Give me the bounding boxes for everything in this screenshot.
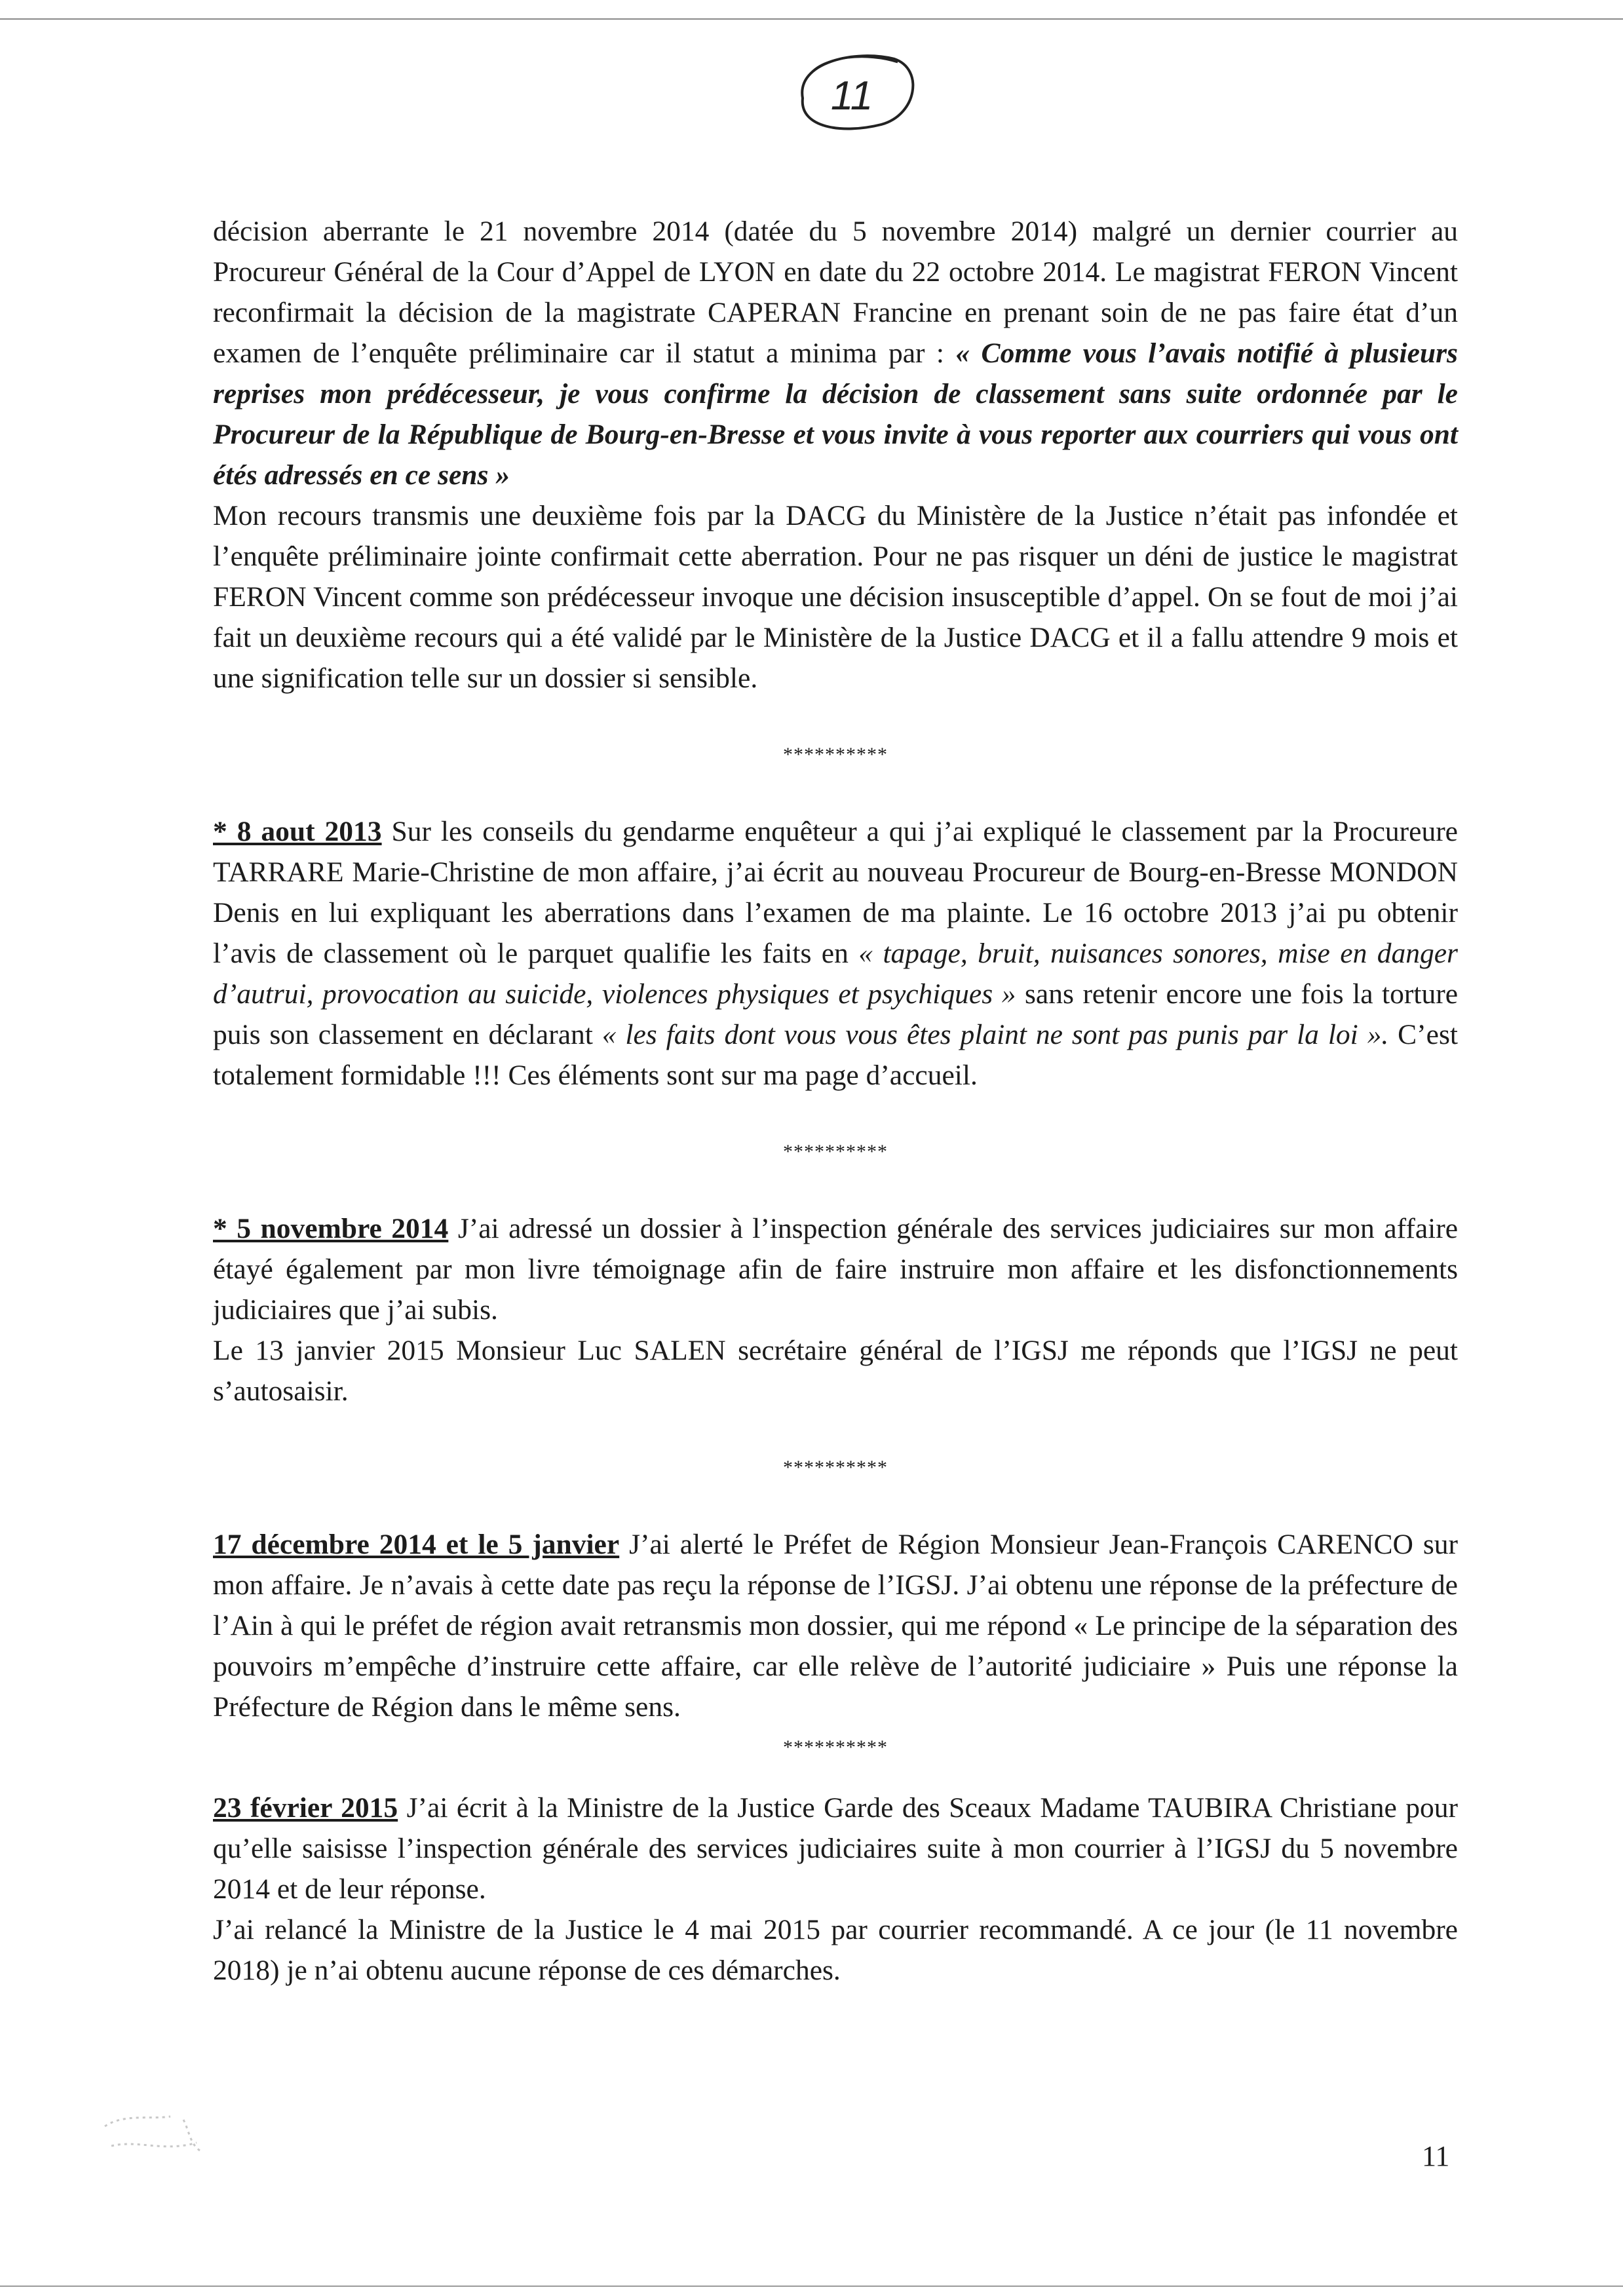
section-date: * 5 novembre 2014 xyxy=(213,1213,449,1244)
quote-classement: « les faits dont vous vous êtes plaint ne sont pas punis par la loi ». xyxy=(601,1019,1389,1050)
page-number-stamp xyxy=(783,36,921,144)
paragraph-decision: décision aberrante le 21 novembre 2014 (datée du 5 novembre 2014) malgré un dernier courrier au Procureur Général de la Cour d’Appel de LYON en date du 22 octobre 2014. Le magistrat FERON Vincent reconfirmait la décision de la magistrate CAPERAN Francine en prenant soin de ne pas faire état d’un examen de l’enquête préliminaire car il statut a minima par : « Comme vous l’avais notifié à plusieurs reprises mon prédécesseur, je vous confirme la décision de classement sans suite ordonnée par le Procureur de la République de Bourg-en-Bresse et vous invite à vous reporter aux courriers qui vous ont étés adressés en ce sens » xyxy=(213,216,1458,491)
paragraph-recours: Mon recours transmis une deuxième fois par la DACG du Ministère de la Justice n’était pas infondée et l’enquête préliminaire jointe confirmait cette aberration. Pour ne pas risquer un déni de justice le magistrat FERON Vincent comme son prédécesseur invoque une décision insusceptible d’appel. On se fout de moi j’ai fait un deuxième recours qui a été validé par le Ministère de la Justice DACG et il a fallu attendre 9 mois et une signification telle sur un dossier si sensible. xyxy=(213,500,1458,694)
section-aout-2013: * 8 aout 2013 Sur les conseils du gendarme enquêteur a qui j’ai expliqué le classement par la Procureure TARRARE Marie-Christine de mon affaire, j’ai écrit au nouveau Procureur de Bourg-en-Bresse MONDON Denis en lui expliquant les aberrations dans l’examen de ma plainte. Le 16 octobre 2013 j’ai pu obtenir l’avis de classement où le parquet qualifie les faits en « tapage, bruit, nuisances sonores, mise en danger d’autrui, provocation au suicide, violences physiques et psychiques » sans retenir encore une fois la torture puis son classement en déclarant « les faits dont vous vous êtes plaint ne sont pas punis par la loi ». C’est totalement formidable !!! Ces éléments sont sur ma page d’accueil. xyxy=(213,816,1459,1091)
separator: ********** xyxy=(783,744,888,765)
top-scan-border xyxy=(0,18,1623,20)
section-fev-2015: 23 février 2015 J’ai écrit à la Ministre de la Justice Garde des Sceaux Madame TAUBIRA Christiane pour qu’elle saisisse l’inspection générale des services judiciaires suite à mon courrier à l’IGSJ du 5 novembre 2014 et de leur réponse. xyxy=(213,1792,1459,1905)
separator: ********** xyxy=(783,1457,888,1478)
section-nov-2014: * 5 novembre 2014 J’ai adressé un dossier à l’inspection générale des services judiciaires sur mon affaire étayé également par mon livre témoignage afin de faire instruire mon affaire et les disfonctionnements judiciaires que j’ai subis. xyxy=(213,1213,1458,1326)
svg-text:11: 11 xyxy=(830,73,873,119)
section-date: * 8 aout 2013 xyxy=(213,816,382,847)
scan-smudge xyxy=(92,2100,223,2172)
section-date: 23 février 2015 xyxy=(213,1792,398,1824)
quote-prosecutor: « Comme vous l’avais notifié à plusieurs reprises mon prédécesseur, je vous confirme la décision de classement sans suite ordonnée par le Procureur de la République de Bourg-en-Bresse et vous invite à vous reporter aux courriers qui vous ont étés adressés en ce sens » xyxy=(213,337,1458,491)
section-date: 17 décembre 2014 et le 5 janvier xyxy=(213,1529,620,1560)
bottom-scan-border xyxy=(0,2286,1623,2287)
separator: ********** xyxy=(783,1141,888,1162)
paragraph-relance: J’ai relancé la Ministre de la Justice le 4 mai 2015 par courrier recommandé. A ce jour (le 11 novembre 2018) je n’ai obtenu aucune réponse de ces démarches. xyxy=(213,1914,1458,1986)
page-number: 11 xyxy=(1422,2140,1450,2172)
document-body xyxy=(213,211,1458,1991)
separator: ********** xyxy=(783,1736,888,1758)
section-dec-2014: 17 décembre 2014 et le 5 janvier J’ai alerté le Préfet de Région Monsieur Jean-François CARENCO sur mon affaire. Je n’avais à cette date pas reçu la réponse de l’IGSJ. J’ai obtenu une réponse de la préfecture de l’Ain à qui le préfet de région avait retransmis mon dossier, qui me répond « Le principe de la séparation des pouvoirs m’empêche d’instruire cette affaire, car elle relève de l’autorité judiciaire » Puis une réponse la Préfecture de Région dans le même sens. xyxy=(213,1529,1459,1723)
quote-qualification: « tapage, bruit, nuisances sonores, mise en danger d’autrui, provocation au suicide, violences physiques et psychiques » xyxy=(213,938,1458,1010)
paragraph-igsj-reply: Le 13 janvier 2015 Monsieur Luc SALEN secrétaire général de l’IGSJ me réponds que l’IGSJ ne peut s’autosaisir. xyxy=(213,1335,1458,1407)
